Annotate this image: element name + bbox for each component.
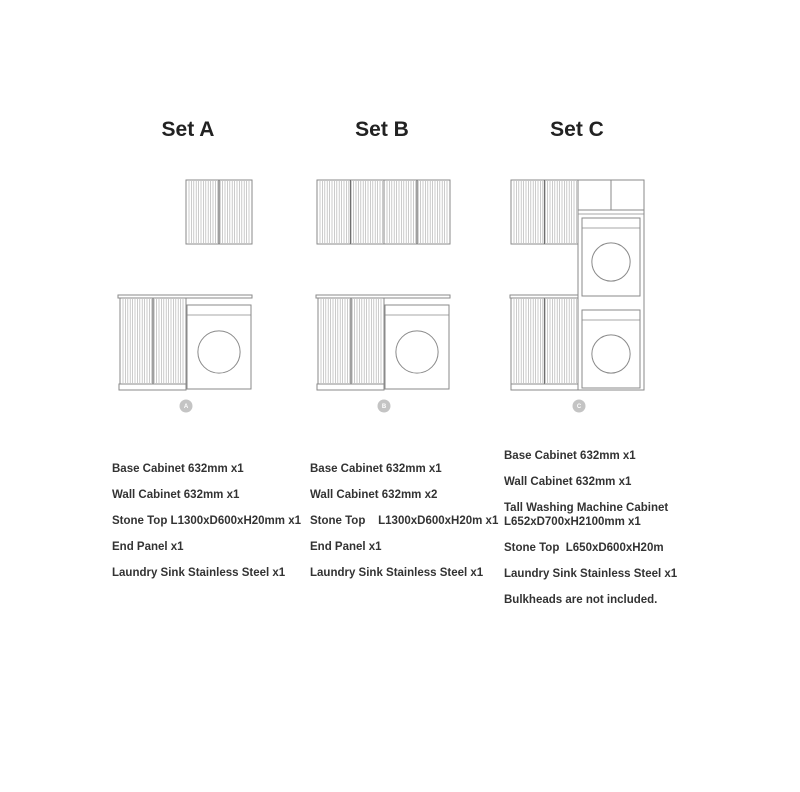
list-item: Wall Cabinet 632mm x1 bbox=[112, 489, 240, 501]
set-a-title: Set A bbox=[161, 118, 215, 141]
list-item: Laundry Sink Stainless Steel x1 bbox=[112, 567, 286, 579]
set-c-wall-cabinet bbox=[511, 180, 578, 244]
list-item: Base Cabinet 632mm x1 bbox=[504, 450, 636, 462]
set-c-item-list bbox=[504, 449, 700, 619]
set-c-badge bbox=[573, 400, 586, 413]
list-item: Stone Top L650xD600xH20m bbox=[504, 542, 664, 554]
set-c-stone-top bbox=[510, 295, 578, 298]
set-c-title: Set C bbox=[550, 118, 604, 141]
list-item: Wall Cabinet 632mm x1 bbox=[504, 476, 632, 488]
list-item: Stone Top L1300xD600xH20mm x1 bbox=[112, 515, 301, 527]
svg-text:A: A bbox=[183, 404, 189, 411]
list-item: End Panel x1 bbox=[310, 541, 382, 553]
list-item: Stone Top L1300xD600xH20m x1 bbox=[310, 515, 499, 527]
list-item: Tall Washing Machine Cabinet L652xD700xH2100mm x1 bbox=[504, 502, 672, 528]
set-c-base-cabinet bbox=[511, 298, 578, 384]
set-b-item-list bbox=[310, 462, 500, 592]
list-item: Laundry Sink Stainless Steel x1 bbox=[504, 568, 678, 580]
set-b-title: Set B bbox=[355, 118, 409, 141]
svg-text:B: B bbox=[381, 404, 387, 411]
set-c-end-panel bbox=[511, 384, 578, 390]
set-c-dryer bbox=[582, 218, 640, 296]
set-c-washer bbox=[582, 310, 640, 388]
list-item: Base Cabinet 632mm x1 bbox=[112, 463, 244, 475]
list-item: Base Cabinet 632mm x1 bbox=[310, 463, 442, 475]
list-item: End Panel x1 bbox=[112, 541, 184, 553]
set-a-item-list bbox=[112, 462, 308, 592]
list-item: Laundry Sink Stainless Steel x1 bbox=[310, 567, 484, 579]
svg-text:C: C bbox=[576, 404, 582, 411]
list-item: Wall Cabinet 632mm x2 bbox=[310, 489, 438, 501]
list-item: Bulkheads are not included. bbox=[504, 594, 658, 606]
